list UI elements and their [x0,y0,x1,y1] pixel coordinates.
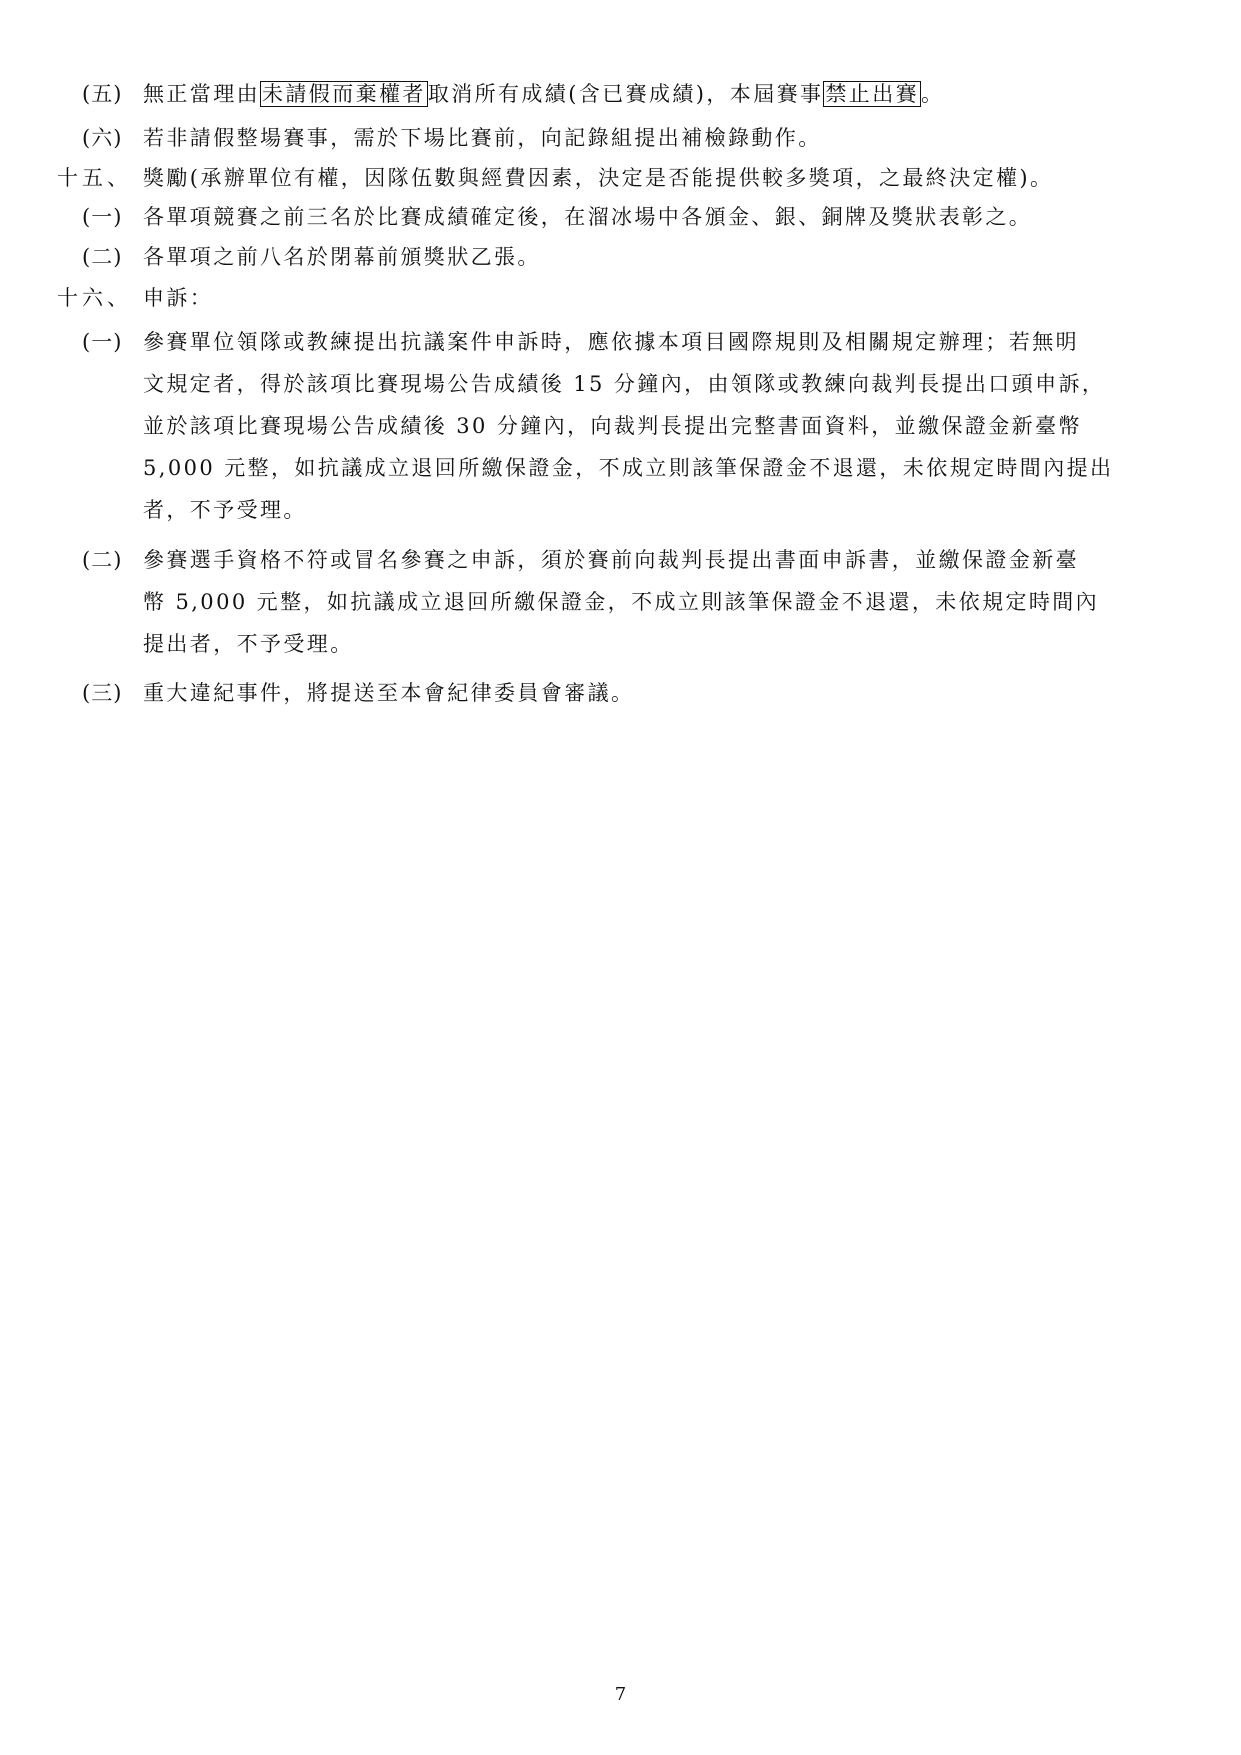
item-label: (三) [82,681,123,705]
award-item: 各單項之前八名於閉幕前頒獎狀乙張。 [143,245,541,269]
boxed-emphasis: 禁止出賽 [825,82,920,106]
appeal-text-line: 並於該項比賽現場公告成績後 30 分鐘內，向裁判長提出完整書面資料，並繳保證金新臺幣 [143,414,1082,438]
appeal-text-line: 幣 5,000 元整，如抗議成立退回所繳保證金，不成立則該筆保證金不退還，未依規定時間內 [143,590,1100,614]
appeal-text-line: 重大違紀事件，將提送至本會紀律委員會審議。 [143,681,635,705]
appeal-text-line: 5,000 元整，如抗議成立退回所繳保證金，不成立則該筆保證金不退還，未依規定時間內提出 [143,456,1114,480]
appeal-text-line: 參賽單位領隊或教練提出抗議案件申訴時，應依據本項目國際規則及相關規定辦理；若無明 [143,330,1079,354]
text-segment: 取消所有成績(含已賽成績)，本屆賽事 [427,82,824,106]
section-heading-appeals: 申訴： [143,286,214,310]
text-segment: 無正當理由 [143,82,260,106]
item-label: (六) [82,126,123,150]
item-label: (一) [82,205,123,229]
rule-item-five [143,79,944,109]
section-heading-awards: 獎勵(承辦單位有權，因隊伍數與經費因素，決定是否能提供較多獎項，之最終決定權)。 [143,166,1054,190]
appeal-text-line: 者，不予受理。 [143,498,307,522]
boxed-emphasis: 未請假而棄權者 [262,82,426,106]
item-label: (五) [82,82,123,106]
page-number: 7 [614,1684,627,1705]
appeal-text-line: 參賽選手資格不符或冒名參賽之申訴，須於賽前向裁判長提出書面申訴書，並繳保證金新臺 [143,548,1079,572]
section-label: 十六、 [57,286,132,310]
item-label: (一) [82,330,123,354]
rule-item-six: 若非請假整場賽事，需於下場比賽前，向記錄組提出補檢錄動作。 [143,126,822,150]
award-item: 各單項競賽之前三名於比賽成績確定後，在溜冰場中各頒金、銀、銅牌及獎狀表彰之。 [143,205,1033,229]
section-label: 十五、 [57,166,132,190]
item-label: (二) [82,245,123,269]
appeal-text-line: 文規定者，得於該項比賽現場公告成績後 15 分鐘內，由領隊或教練向裁判長提出口頭申訴， [143,372,1106,396]
item-label: (二) [82,548,123,572]
appeal-text-line: 提出者，不予受理。 [143,632,354,656]
text-segment: 。 [921,82,945,106]
